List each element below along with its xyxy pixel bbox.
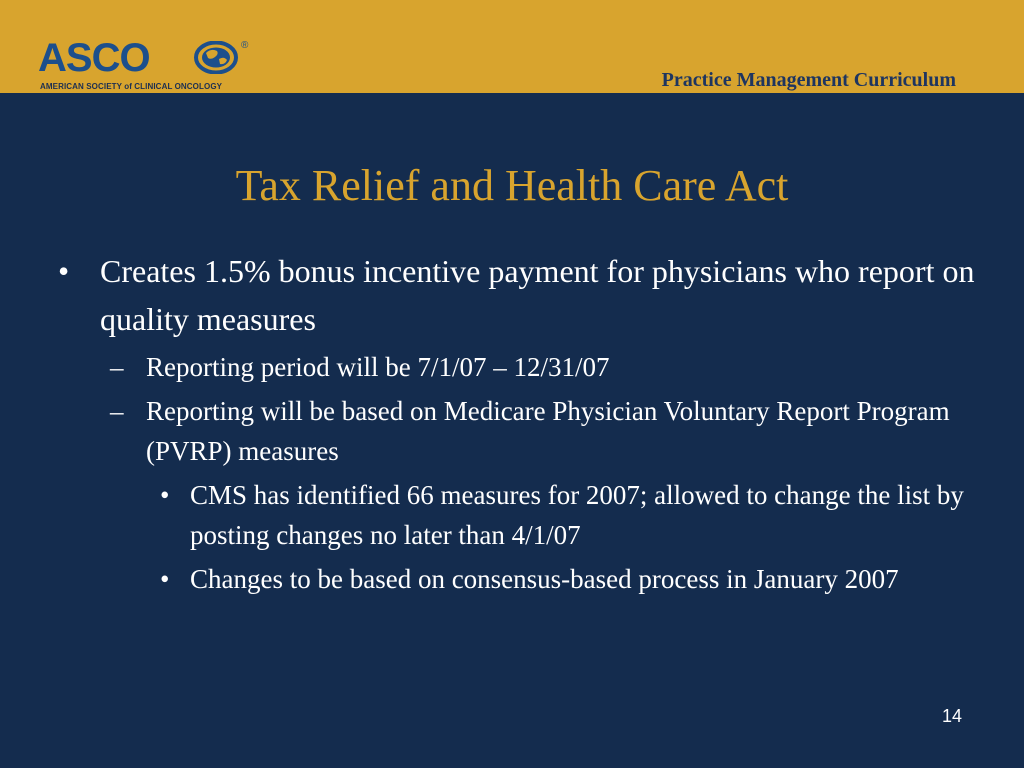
bullet-marker: •: [160, 564, 170, 594]
slide-body: [52, 247, 982, 599]
sub-sub-bullet-item: [52, 475, 982, 555]
sub-bullet-item: [52, 347, 982, 387]
header-band: [0, 0, 1024, 93]
dash-marker: –: [110, 396, 124, 426]
sub-bullet-text: Reporting period will be 7/1/07 – 12/31/07: [146, 352, 610, 382]
registered-mark: ®: [241, 40, 249, 51]
sub-bullet-text: Reporting will be based on Medicare Physician Voluntary Report Program (PVRP) measures: [146, 396, 950, 466]
sub-bullet-item: [52, 391, 982, 471]
logo-subtitle: AMERICAN SOCIETY of CLINICAL ONCOLOGY: [40, 82, 223, 91]
dash-marker: –: [110, 352, 124, 382]
curriculum-label: Practice Management Curriculum: [661, 69, 956, 91]
bullet-text: Creates 1.5% bonus incentive payment for physicians who report on quality measures: [100, 253, 975, 337]
slide-title: Tax Relief and Health Care Act: [235, 161, 789, 210]
asco-logo: [38, 38, 258, 94]
bullet-marker: •: [58, 253, 70, 289]
bullet-item: [52, 247, 982, 343]
page-number: 14: [941, 706, 962, 726]
globe-icon: [194, 41, 238, 74]
sub-sub-bullet-item: [52, 559, 982, 599]
sub-sub-bullet-text: Changes to be based on consensus-based process in January 2007: [190, 564, 899, 594]
bullet-marker: •: [160, 480, 170, 510]
sub-sub-bullet-text: CMS has identified 66 measures for 2007; allowed to change the list by posting changes no later than 4/1/07: [190, 480, 964, 550]
logo-wordmark: ASCO: [38, 36, 150, 80]
